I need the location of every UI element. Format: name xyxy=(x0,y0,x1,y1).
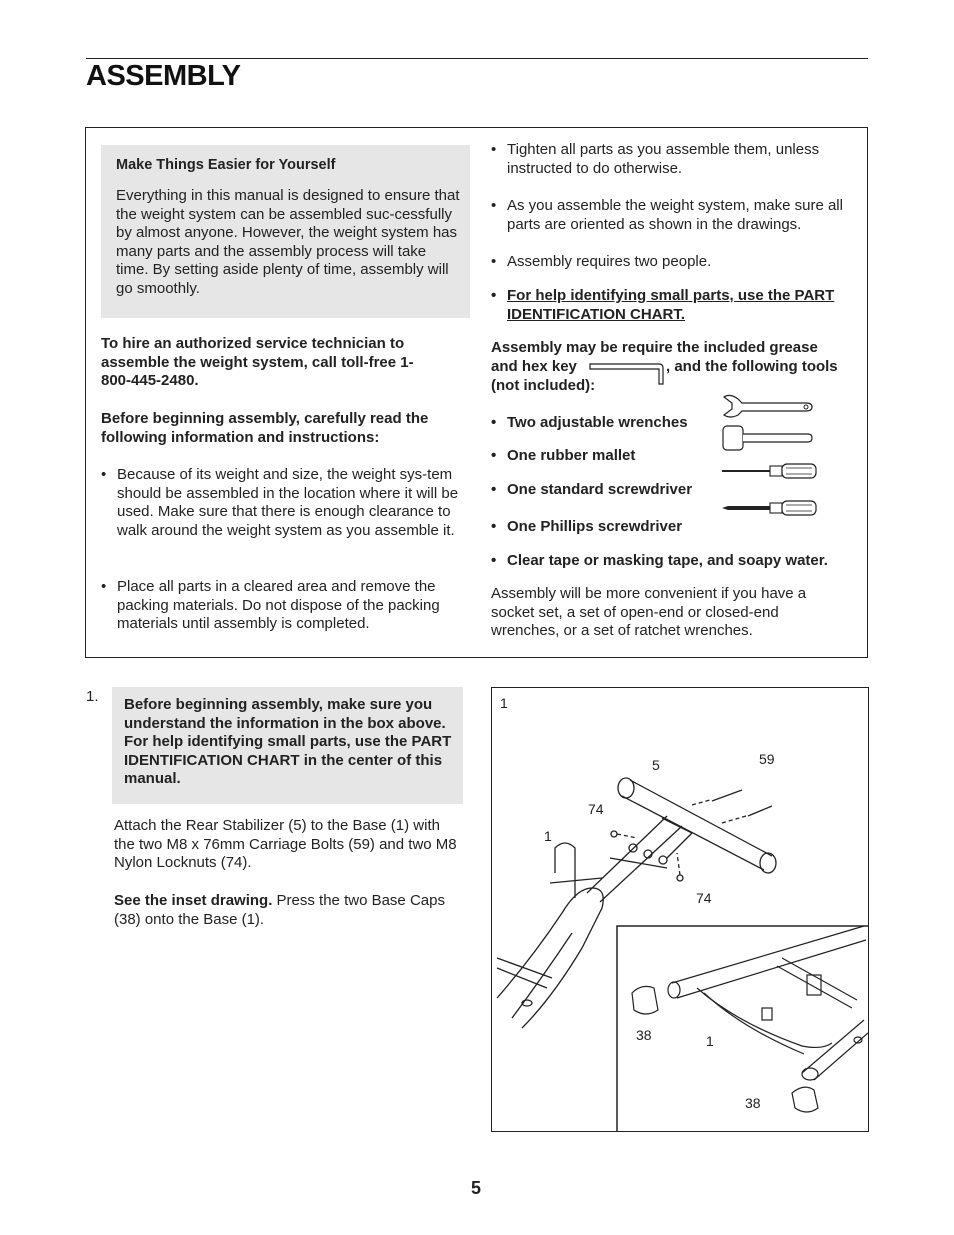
figure-number: 1 xyxy=(500,695,508,711)
left-bullet-text: Because of its weight and size, the weight sys-tem should be assembled in the location where it will be used. Make sure that there is enough clearance to walk around the weight system as you assemble it. xyxy=(117,466,459,539)
part-chart-help-text: For help identifying small parts, use the PART IDENTIFICATION CHART. xyxy=(507,287,835,323)
callout-74-bottom: 74 xyxy=(696,890,712,906)
tool-item-label: Clear tape or masking tape, and soapy water. xyxy=(507,552,828,569)
tool-item-label: Two adjustable wrenches xyxy=(507,414,688,431)
step-note-box xyxy=(112,687,463,804)
hex-key-icon xyxy=(589,360,665,386)
callout-5: 5 xyxy=(652,757,660,773)
standard-screwdriver-icon xyxy=(720,462,820,480)
adjustable-wrench-icon xyxy=(720,393,815,419)
page-title: ASSEMBLY xyxy=(86,60,241,92)
step-note-text: Before beginning assembly, make sure you understand the information in the box above. For help identifying small parts, use the PART IDENTIFICATION CHART in the center of this manual. xyxy=(124,696,452,788)
read-instructions-text: Before beginning assembly, carefully read the following information and instructions: xyxy=(101,410,429,446)
convenient-note: Assembly will be more convenient if you have a socket set, a set of open-end or closed-end wrenches, or a set of ratchet wrenches. xyxy=(491,585,807,640)
tip-heading: Make Things Easier for Yourself xyxy=(116,157,336,173)
right-bullet-text: As you assemble the weight system, make sure all parts are oriented as shown in the drawings. xyxy=(507,197,843,233)
step-inset-text xyxy=(114,892,469,929)
tool-item-label: One rubber mallet xyxy=(507,447,636,464)
left-bullet: • Place all parts in a cleared area and remove the packing materials. Do not dispose of the packing materials until assembly is completed. xyxy=(101,578,466,638)
page-number: 5 xyxy=(471,1178,482,1198)
callout-59: 59 xyxy=(759,751,775,767)
tools-line-3: , and the following tools xyxy=(666,358,838,375)
left-bullet: • Because of its weight and size, the weight sys-tem should be assembled in the location where it will be used. Make sure that there is enough clearance to walk around the weight system as you assemble it. xyxy=(101,466,466,561)
phillips-screwdriver-icon xyxy=(720,499,820,517)
assembly-figure xyxy=(491,687,869,1132)
tip-body: Everything in this manual is designed to ensure that the weight system can be assembled suc-cessfully by almost anyone. However, the weight system has many parts and the assembly process will take time. By setting aside plenty of time, assembly will go smoothly. xyxy=(116,187,460,297)
step-number: 1. xyxy=(86,688,99,705)
callout-38-right: 38 xyxy=(745,1095,761,1111)
callout-1-inset: 1 xyxy=(706,1033,714,1049)
left-bullet-text: Place all parts in a cleared area and remove the packing materials. Do not dispose of the packing materials until assembly is completed. xyxy=(117,578,440,633)
tool-item-label: One Phillips screwdriver xyxy=(507,518,683,535)
right-bullet-text: Assembly requires two people. xyxy=(507,253,712,270)
tool-item-label: One standard screwdriver xyxy=(507,481,693,498)
inset-bold: See the inset drawing. xyxy=(114,892,273,909)
right-bullet-text: Tighten all parts as you assemble them, unless instructed to do otherwise. xyxy=(507,141,820,177)
rubber-mallet-icon xyxy=(720,423,815,453)
callout-38-left: 38 xyxy=(636,1027,652,1043)
callout-74-top: 74 xyxy=(588,801,604,817)
tools-line-1: Assembly may be require the included grease xyxy=(491,339,818,356)
top-rule xyxy=(86,58,868,59)
callout-1-base: 1 xyxy=(544,828,552,844)
base-and-stabilizer-drawing xyxy=(492,688,869,1132)
tools-line-4: (not included): xyxy=(491,377,596,394)
tip-box xyxy=(101,145,470,318)
tools-line-2: and hex key xyxy=(491,358,577,375)
step-attach-text: Attach the Rear Stabilizer (5) to the Base (1) with the two M8 x 76mm Carriage Bolts (59) and two M8 Nylon Locknuts (74). xyxy=(114,817,457,872)
hire-technician-text: To hire an authorized service technician to assemble the weight system, call toll-free 1-800-445-2480. xyxy=(101,335,414,390)
inset-rest: Press the two Base Caps (38) onto the Base (1). xyxy=(114,892,445,928)
